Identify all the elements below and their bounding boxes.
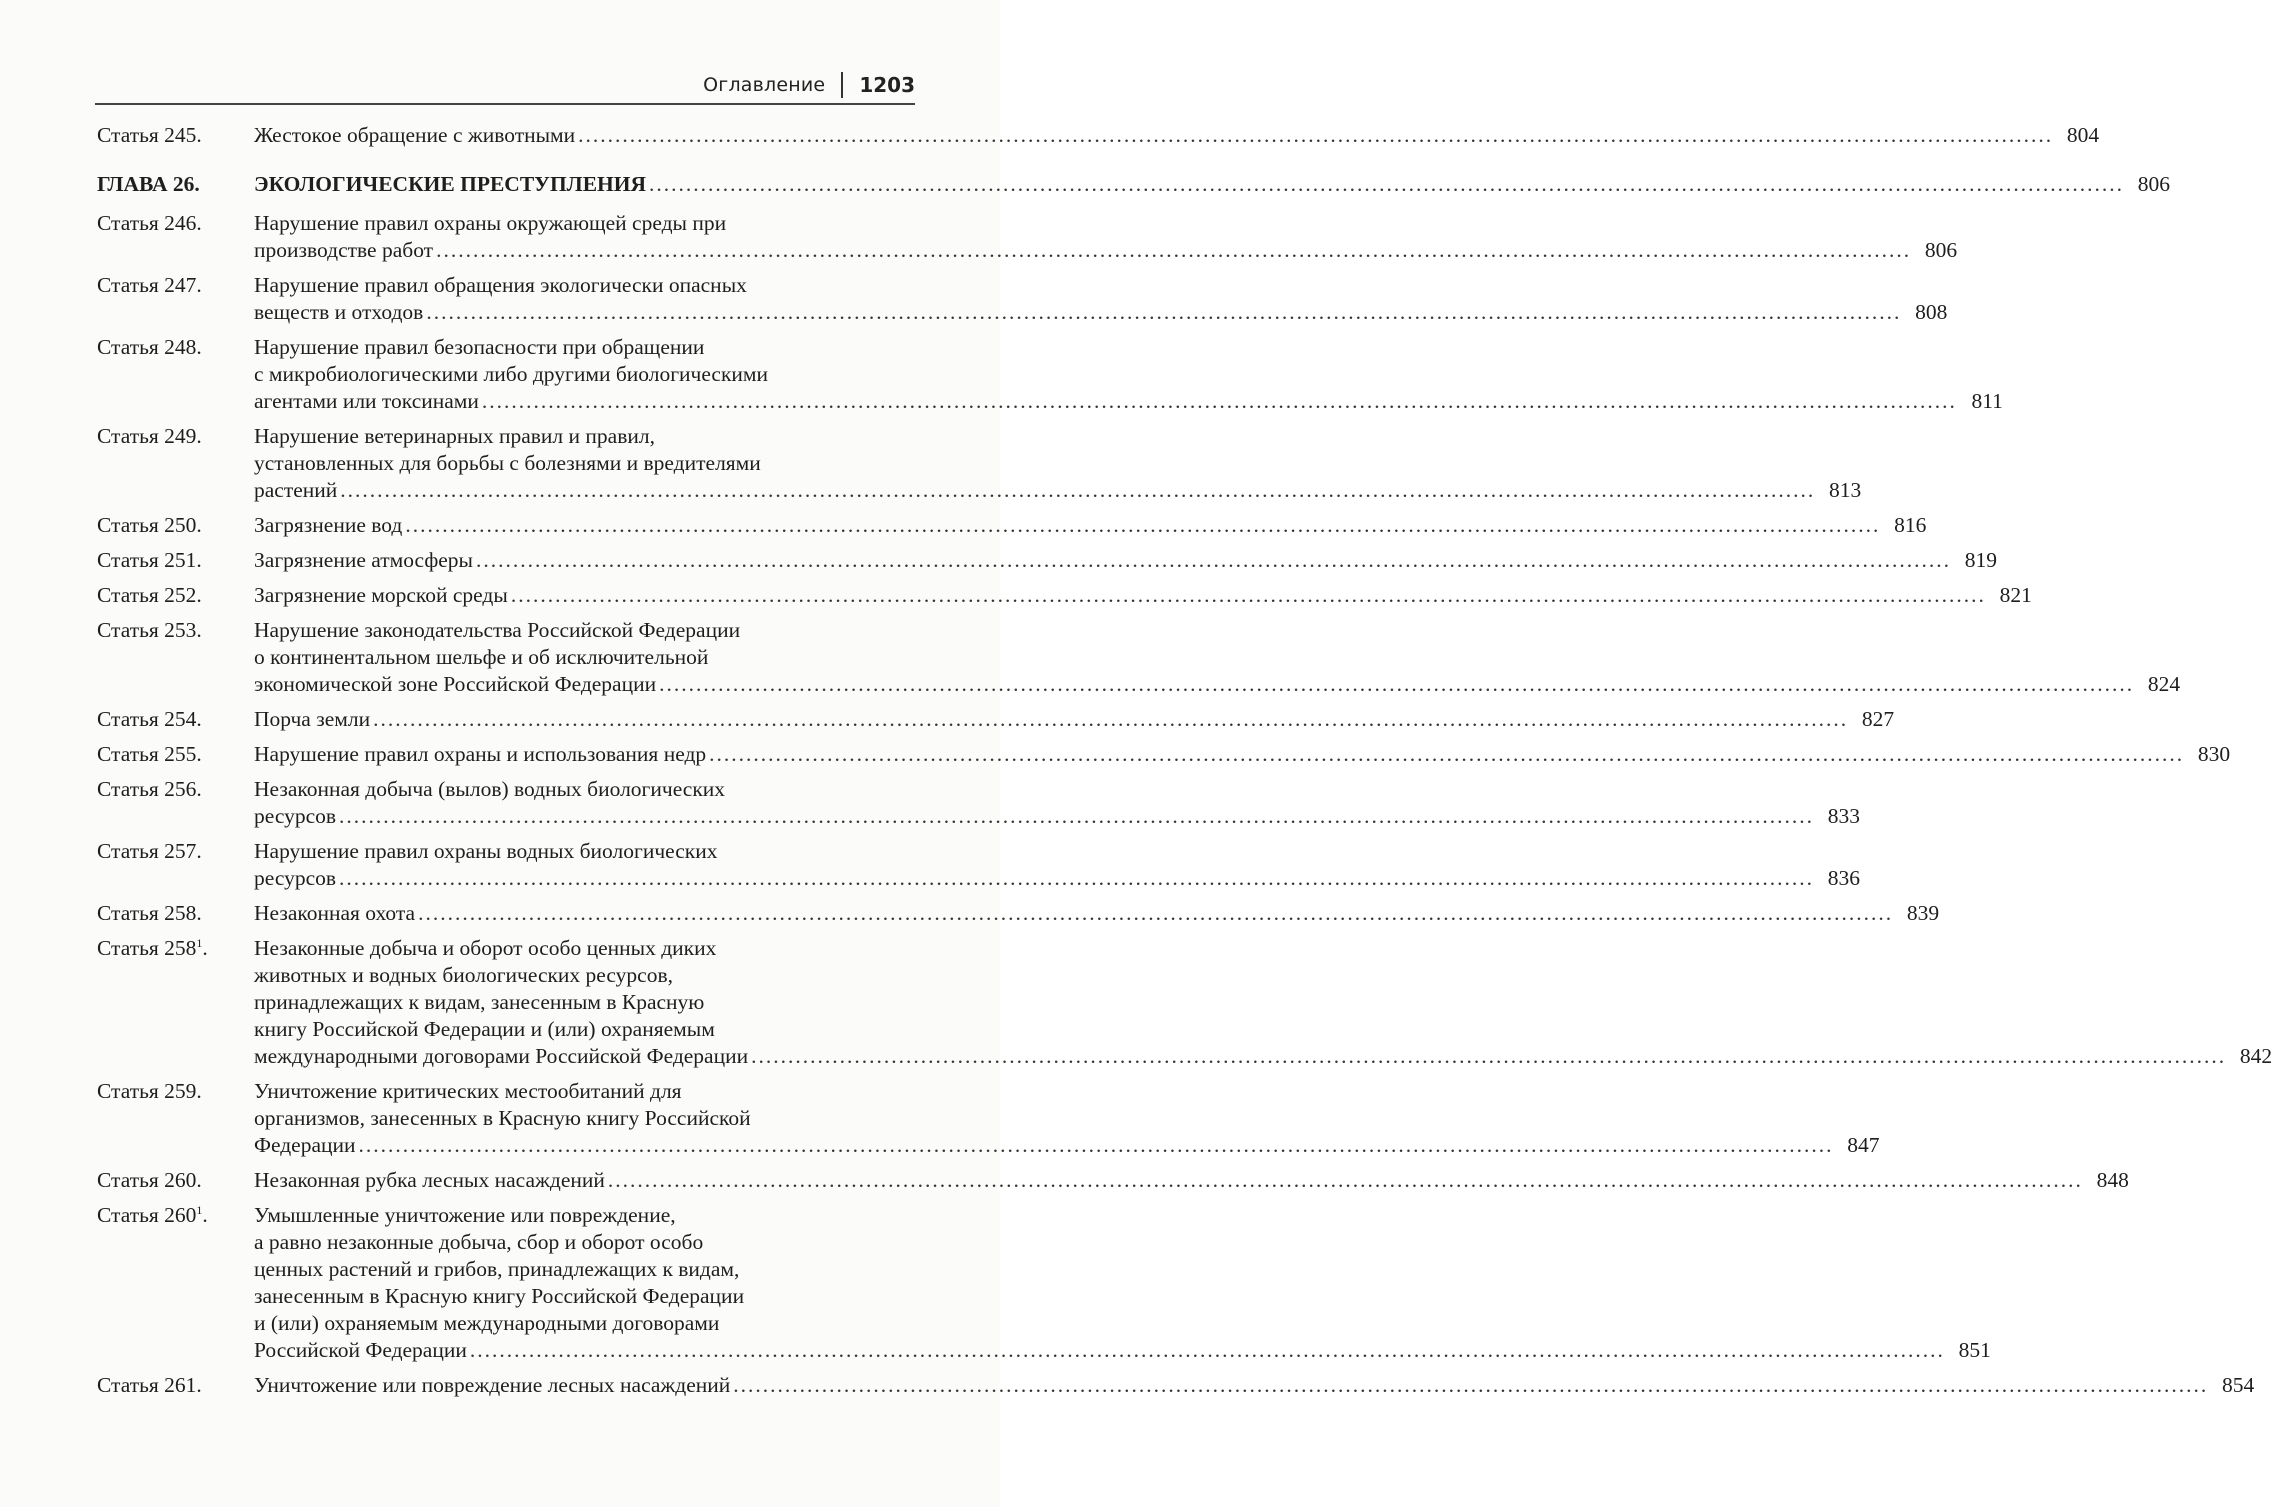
toc-entry-last-line bbox=[254, 741, 2230, 768]
toc-article-entry bbox=[97, 1372, 2255, 1399]
toc-entry-page-number: 813 bbox=[1829, 478, 1862, 502]
toc-entry-label bbox=[97, 706, 254, 733]
toc-entry-label bbox=[97, 741, 254, 768]
toc-entry-label-text: Статья 261. bbox=[97, 1373, 202, 1397]
toc-entry-title-line: Жестокое обращение с животными bbox=[254, 123, 576, 147]
toc-entry-title bbox=[254, 1202, 1991, 1364]
running-head-section: Оглавление bbox=[703, 74, 826, 96]
toc-entry-title bbox=[254, 706, 1894, 733]
toc-entry-page-number: 808 bbox=[1915, 300, 1948, 324]
toc-entry-label bbox=[97, 512, 254, 539]
toc-entry-title-line: ЭКОЛОГИЧЕСКИЕ ПРЕСТУПЛЕНИЯ bbox=[254, 172, 647, 196]
toc-article-entry bbox=[97, 334, 2003, 415]
toc-article-entry bbox=[97, 1167, 2129, 1194]
toc-entry-label-text: ГЛАВА 26. bbox=[97, 172, 200, 196]
dot-leader: ........................................................................................................................................................................................................ bbox=[373, 707, 1849, 731]
toc-entry-label bbox=[97, 1078, 254, 1105]
toc-entry-label-text: Статья 248. bbox=[97, 335, 202, 359]
toc-entry-page-number: 811 bbox=[1971, 389, 2003, 413]
toc-entry-page-number: 847 bbox=[1847, 1133, 1880, 1157]
toc-entry-title-line: Нарушение законодательства Российской Федерации bbox=[254, 618, 741, 642]
toc-entry-title bbox=[254, 423, 1861, 504]
toc-entry-label bbox=[97, 838, 254, 865]
toc-entry-title-line: ценных растений и грибов, принадлежащих к видам, bbox=[254, 1257, 740, 1281]
toc-entry-page-number: 806 bbox=[2137, 172, 2171, 196]
dot-leader: ........................................................................................................................................................................................................ bbox=[469, 1338, 1945, 1362]
toc-entry-title bbox=[254, 1078, 1880, 1159]
toc-entry-page-number: 816 bbox=[1894, 513, 1927, 537]
toc-entry-title bbox=[254, 1167, 2129, 1194]
dot-leader: ........................................................................................................................................................................................................ bbox=[358, 1133, 1834, 1157]
running-head bbox=[95, 70, 915, 100]
toc-article-entry bbox=[97, 706, 1895, 733]
running-head-page-number: 1203 bbox=[859, 73, 915, 97]
toc-article-entry bbox=[97, 741, 2231, 768]
toc-entry-title-line: международными договорами Российской Федерации bbox=[254, 1044, 749, 1068]
dot-leader: ........................................................................................................................................................................................................ bbox=[578, 123, 2054, 147]
toc-entry-title-line: Российской Федерации bbox=[254, 1338, 467, 1362]
toc-entry-title-line: занесенным в Красную книгу Российской Федерации bbox=[254, 1284, 745, 1308]
toc-entry-title-line: Загрязнение морской среды bbox=[254, 583, 508, 607]
toc-entry-label bbox=[97, 582, 254, 609]
toc-article-entry bbox=[97, 512, 1927, 539]
toc-entry-last-line bbox=[254, 122, 2099, 149]
toc-entry-last-line bbox=[254, 512, 1926, 539]
toc-entry-last-line bbox=[254, 1372, 2254, 1399]
toc-entry-title-line: Загрязнение атмосферы bbox=[254, 548, 473, 572]
toc-entry-last-line bbox=[254, 671, 2180, 698]
toc-entry-label bbox=[97, 1167, 254, 1194]
toc-entry-title-line: агентами или токсинами bbox=[254, 389, 479, 413]
toc-entry-title-line: Уничтожение критических местообитаний для bbox=[254, 1079, 682, 1103]
toc-entry-page-number: 824 bbox=[2147, 672, 2181, 696]
toc-entry-label-superscript: 1 bbox=[196, 1203, 203, 1217]
toc-entry-title bbox=[254, 935, 2272, 1070]
toc-entry-last-line bbox=[254, 706, 1894, 733]
toc-article-entry bbox=[97, 838, 1861, 892]
toc-article-entry bbox=[97, 423, 1862, 504]
toc-entry-page-number: 806 bbox=[1924, 238, 1958, 262]
dot-leader: ........................................................................................................................................................................................................ bbox=[649, 172, 2125, 196]
toc-entry-title-line: Нарушение правил охраны водных биологических bbox=[254, 839, 718, 863]
toc-entry-label-text: Статья 258 bbox=[97, 936, 197, 960]
toc-entry-title-line: с микробиологическими либо другими биологическими bbox=[254, 362, 769, 386]
toc-entry-label bbox=[97, 171, 254, 198]
toc-article-entry bbox=[97, 1202, 1991, 1364]
toc-entry-page-number: 819 bbox=[1964, 548, 1997, 572]
toc-article-entry bbox=[97, 547, 1997, 574]
toc-entry-label-superscript: 1 bbox=[196, 936, 203, 950]
toc-entry-title bbox=[254, 547, 1997, 574]
toc-chapter-entry bbox=[97, 171, 2171, 198]
toc-entry-title bbox=[254, 582, 2032, 609]
toc-entry-label bbox=[97, 1372, 254, 1399]
dot-leader: ........................................................................................................................................................................................................ bbox=[751, 1044, 2227, 1068]
toc-entry-title-line: Нарушение правил охраны и использования недр bbox=[254, 742, 707, 766]
toc-entry-last-line bbox=[254, 171, 2170, 198]
toc-entry-label bbox=[97, 617, 254, 644]
toc-entry-title bbox=[254, 210, 1957, 264]
toc-entry-last-line bbox=[254, 547, 1997, 574]
toc-entry-title-line: Нарушение правил охраны окружающей среды при bbox=[254, 211, 727, 235]
toc-entry-label-text: Статья 251. bbox=[97, 548, 202, 572]
toc-entry-label bbox=[97, 423, 254, 450]
toc-entry-title bbox=[254, 122, 2099, 149]
toc-entry-label-suffix: . bbox=[202, 936, 208, 960]
toc-entry-label-text: Статья 250. bbox=[97, 513, 202, 537]
toc-entry-title bbox=[254, 900, 1939, 927]
toc-article-entry bbox=[97, 272, 1948, 326]
toc-entry-title-line: Федерации bbox=[254, 1133, 356, 1157]
toc-entry-label-text: Статья 260. bbox=[97, 1168, 202, 1192]
toc-entry-title-line: Нарушение ветеринарных правил и правил, bbox=[254, 424, 655, 448]
toc-entry-title-line: ресурсов bbox=[254, 804, 337, 828]
toc-entry-label-text: Статья 255. bbox=[97, 742, 202, 766]
dot-leader: ........................................................................................................................................................................................................ bbox=[436, 238, 1912, 262]
toc-entry-title-line: и (или) охраняемым международными договорами bbox=[254, 1311, 720, 1335]
toc-entry-title-line: растений bbox=[254, 478, 338, 502]
toc-entry-title bbox=[254, 741, 2230, 768]
toc-entry-label bbox=[97, 776, 254, 803]
toc-entry-last-line bbox=[254, 803, 1860, 830]
toc-entry-label bbox=[97, 547, 254, 574]
toc-entry-label-suffix: . bbox=[202, 1203, 208, 1227]
toc-entry-page-number: 804 bbox=[2066, 123, 2100, 147]
toc-entry-title bbox=[254, 272, 1947, 326]
dot-leader: ........................................................................................................................................................................................................ bbox=[733, 1373, 2209, 1397]
dot-leader: ........................................................................................................................................................................................................ bbox=[709, 742, 2185, 766]
toc-entry-page-number: 851 bbox=[1958, 1338, 1991, 1362]
toc-entry-title-line: Порча земли bbox=[254, 707, 371, 731]
toc-entry-label bbox=[97, 272, 254, 299]
running-head-separator bbox=[841, 72, 843, 98]
toc-entry-last-line bbox=[254, 1043, 2272, 1070]
dot-leader: ........................................................................................................................................................................................................ bbox=[510, 583, 1986, 607]
toc-article-entry bbox=[97, 1078, 1880, 1159]
toc-entry-label bbox=[97, 122, 254, 149]
dot-leader: ........................................................................................................................................................................................................ bbox=[340, 478, 1816, 502]
toc-entry-last-line bbox=[254, 237, 1957, 264]
toc-article-entry bbox=[97, 617, 2181, 698]
toc-entry-label bbox=[97, 935, 254, 962]
toc-entry-page-number: 827 bbox=[1861, 707, 1895, 731]
toc-entry-page-number: 836 bbox=[1827, 866, 1861, 890]
toc-entry-label bbox=[97, 210, 254, 237]
toc-entry-title-line: Загрязнение вод bbox=[254, 513, 403, 537]
dot-leader: ........................................................................................................................................................................................................ bbox=[339, 804, 1815, 828]
toc-entry-last-line bbox=[254, 865, 1860, 892]
dot-leader: ........................................................................................................................................................................................................ bbox=[426, 300, 1902, 324]
toc-entry-label-text: Статья 249. bbox=[97, 424, 202, 448]
dot-leader: ........................................................................................................................................................................................................ bbox=[481, 389, 1957, 413]
toc-entry-label bbox=[97, 334, 254, 361]
toc-entry-label-text: Статья 247. bbox=[97, 273, 202, 297]
table-of-contents bbox=[97, 122, 2272, 1407]
toc-entry-title-line: Умышленные уничтожение или повреждение, bbox=[254, 1203, 676, 1227]
toc-entry-label bbox=[97, 1202, 254, 1229]
toc-entry-page-number: 833 bbox=[1827, 804, 1861, 828]
toc-article-entry bbox=[97, 935, 2272, 1070]
toc-entry-title-line: принадлежащих к видам, занесенным в Красную bbox=[254, 990, 705, 1014]
toc-entry-title bbox=[254, 334, 2003, 415]
toc-entry-last-line bbox=[254, 299, 1947, 326]
toc-entry-label-text: Статья 258. bbox=[97, 901, 202, 925]
toc-entry-title bbox=[254, 617, 2180, 698]
toc-entry-last-line bbox=[254, 582, 2032, 609]
toc-entry-title bbox=[254, 776, 1860, 830]
toc-article-entry bbox=[97, 210, 1958, 264]
toc-entry-last-line bbox=[254, 477, 1861, 504]
toc-entry-page-number: 848 bbox=[2096, 1168, 2129, 1192]
toc-entry-title-line: организмов, занесенных в Красную книгу Российской bbox=[254, 1106, 751, 1130]
dot-leader: ........................................................................................................................................................................................................ bbox=[339, 866, 1815, 890]
toc-entry-last-line bbox=[254, 1167, 2129, 1194]
toc-entry-label-text: Статья 245. bbox=[97, 123, 202, 147]
dot-leader: ........................................................................................................................................................................................................ bbox=[405, 513, 1881, 537]
toc-entry-label-text: Статья 256. bbox=[97, 777, 202, 801]
toc-entry-page-number: 830 bbox=[2197, 742, 2231, 766]
toc-entry-title-line: производстве работ bbox=[254, 238, 434, 262]
toc-entry-title-line: а равно незаконные добыча, сбор и оборот особо bbox=[254, 1230, 704, 1254]
toc-entry-label-text: Статья 259. bbox=[97, 1079, 202, 1103]
toc-article-entry bbox=[97, 900, 1940, 927]
toc-entry-page-number: 854 bbox=[2222, 1373, 2255, 1397]
toc-entry-label-text: Статья 246. bbox=[97, 211, 202, 235]
toc-article-entry bbox=[97, 582, 2032, 609]
toc-entry-page-number: 842 bbox=[2239, 1044, 2272, 1068]
toc-entry-title-line: Нарушение правил обращения экологически опасных bbox=[254, 273, 747, 297]
toc-entry-last-line bbox=[254, 1337, 1991, 1364]
toc-entry-title-line: животных и водных биологических ресурсов, bbox=[254, 963, 673, 987]
dot-leader: ........................................................................................................................................................................................................ bbox=[607, 1168, 2083, 1192]
toc-entry-title-line: Незаконная добыча (вылов) водных биологических bbox=[254, 777, 726, 801]
toc-entry-title-line: о континентальном шельфе и об исключительной bbox=[254, 645, 709, 669]
toc-entry-title-line: веществ и отходов bbox=[254, 300, 424, 324]
toc-article-entry bbox=[97, 122, 2100, 149]
dot-leader: ........................................................................................................................................................................................................ bbox=[659, 672, 2135, 696]
toc-entry-title bbox=[254, 512, 1926, 539]
toc-entry-label bbox=[97, 900, 254, 927]
toc-entry-label-text: Статья 254. bbox=[97, 707, 202, 731]
toc-entry-label-text: Статья 260 bbox=[97, 1203, 197, 1227]
toc-entry-title bbox=[254, 838, 1860, 892]
toc-entry-title-line: Уничтожение или повреждение лесных насаждений bbox=[254, 1373, 731, 1397]
toc-entry-last-line bbox=[254, 1132, 1880, 1159]
toc-entry-title-line: книгу Российской Федерации и (или) охраняемым bbox=[254, 1017, 715, 1041]
toc-article-entry bbox=[97, 776, 1861, 830]
toc-entry-title-line: установленных для борьбы с болезнями и вредителями bbox=[254, 451, 761, 475]
toc-entry-title-line: экономической зоне Российской Федерации bbox=[254, 672, 657, 696]
dot-leader: ........................................................................................................................................................................................................ bbox=[418, 901, 1894, 925]
toc-entry-title bbox=[254, 171, 2170, 198]
toc-entry-label-text: Статья 252. bbox=[97, 583, 202, 607]
toc-entry-title bbox=[254, 1372, 2254, 1399]
toc-entry-last-line bbox=[254, 900, 1939, 927]
dot-leader: ........................................................................................................................................................................................................ bbox=[476, 548, 1951, 572]
toc-entry-page-number: 839 bbox=[1906, 901, 1940, 925]
toc-entry-title-line: Незаконная рубка лесных насаждений bbox=[254, 1168, 605, 1192]
toc-entry-page-number: 821 bbox=[1999, 583, 2032, 607]
toc-entry-label-text: Статья 257. bbox=[97, 839, 202, 863]
toc-entry-title-line: Нарушение правил безопасности при обращении bbox=[254, 335, 705, 359]
toc-entry-title-line: ресурсов bbox=[254, 866, 337, 890]
toc-entry-label-text: Статья 253. bbox=[97, 618, 202, 642]
header-rule bbox=[95, 103, 915, 105]
toc-entry-title-line: Незаконная охота bbox=[254, 901, 416, 925]
toc-entry-last-line bbox=[254, 388, 2003, 415]
toc-entry-title-line: Незаконные добыча и оборот особо ценных диких bbox=[254, 936, 717, 960]
